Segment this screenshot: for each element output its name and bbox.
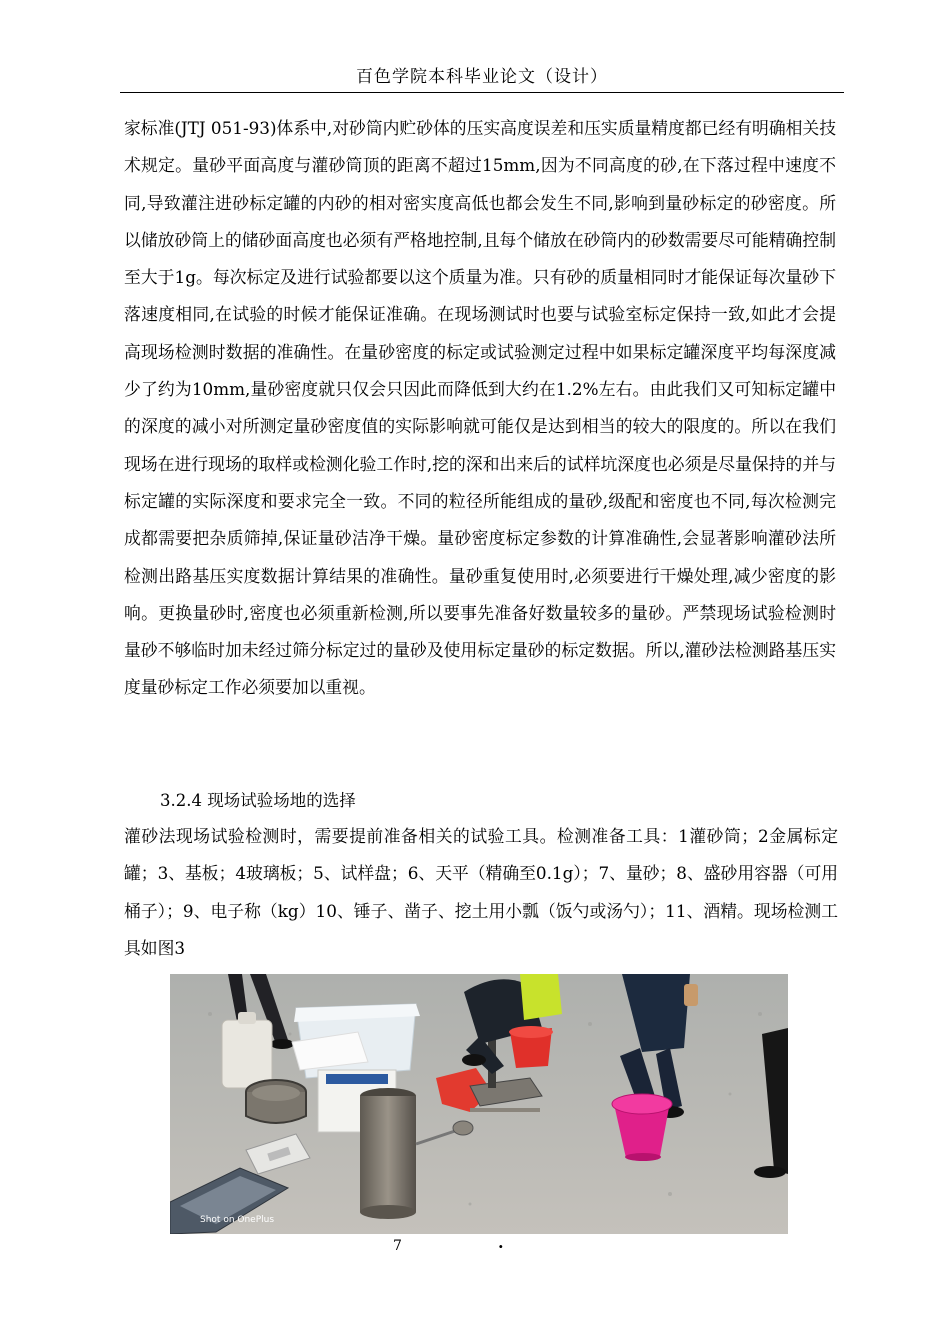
red-stool xyxy=(509,1026,553,1068)
field-tools-photo xyxy=(170,974,788,1234)
calibration-can xyxy=(360,1088,416,1219)
body-paragraph: 家标准(JTJ 051-93)体系中,对砂筒内贮砂体的压实高度误差和压实质量精度都已经有明确相关技术规定。量砂平面高度与灌砂筒顶的距离不超过15mm,因为不同高度的砂,在下落过程中速度不同,导致灌注进砂标定罐的内砂的相对密实度高低也都会发生不同,影响到量砂标定的砂密度。所以储放砂筒上的储砂面高度也必须有严格地控制,且每个储放在砂筒内的砂数需要尽可能精确控制至大于1g。每次标定及进行试验都要以这个质量为准。只有砂的质量相同时才能保证每次量砂下落速度相同,在试验的时候才能保证准确。在现场测试时也要与试验室标定保持一致,如此才会提高现场检测时数据的准确性。在量砂密度的标定或试验测定过程中如果标定罐深度平均每深度减少了约为10mm,量砂密度就只仅会只因此而降低到大约在1.2%左右。由此我们又可知标定罐中的深度的减小对所测定量砂密度值的实际影响就可能仅是达到相当的较大的限度的。所以在我们现场在进行现场的取样或检测化验工作时,挖的深和出来后的试样坑深度也必须是尽量保持的并与标定罐的实际深度和要求完全一致。不同的粒径所能组成的量砂,级配和密度也不同,每次检测完成都需要把杂质筛掉,保证量砂洁净干燥。量砂密度标定参数的计算准确性,会显著影响灌砂法所检测出路基压实度数据计算结果的准确性。量砂重复使用时,必须要进行干燥处理,减少密度的影响。更换量砂时,密度也必须重新检测,所以要事先准备好数量较多的量砂。严禁现场试验检测时量砂不够临时加未经过筛分标定过的量砂及使用标定量砂的标定数据。所以,灌砂法检测路基压实度量砂标定工作必须要加以重视。 xyxy=(124,118,836,698)
photo-illustration xyxy=(170,974,788,1234)
section-heading: 3.2.4 现场试验场地的选择 xyxy=(160,791,356,810)
jerrycan xyxy=(222,1012,272,1088)
photo-watermark: Shot on OnePlus xyxy=(200,1215,275,1225)
footer-dot: . xyxy=(498,1233,504,1252)
body-section xyxy=(124,110,836,707)
sieve xyxy=(246,1080,306,1123)
page-header-title: 百色学院本科毕业论文（设计） xyxy=(356,67,608,87)
page-number: 7 xyxy=(393,1238,402,1254)
tools-paragraph: 灌砂法现场试验检测时，需要提前准备相关的试验工具。检测准备工具：1灌砂筒；2金属标定罐；3、基板；4玻璃板；5、试样盘；6、天平（精确至0.1g）；7、量砂；8、盛砂用容器（可用桶子）；9、电子称（kg）10、锤子、凿子、挖土用小瓢（饭勺或汤勺）；11、酒精。现场检测工具如图3 xyxy=(124,826,839,958)
tools-section xyxy=(124,818,838,967)
header-rule xyxy=(120,92,844,93)
